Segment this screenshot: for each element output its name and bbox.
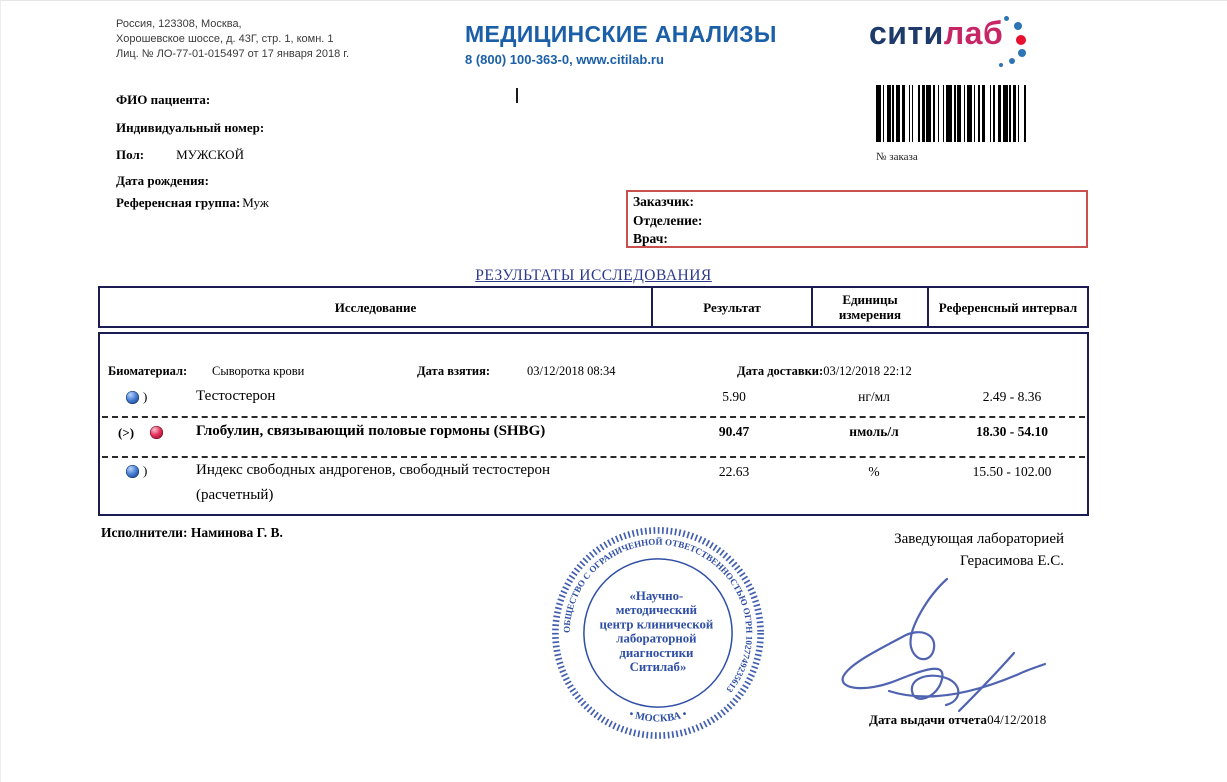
date-delivered-label: Дата доставки: <box>737 364 824 378</box>
test-ref-interval: 18.30 - 54.10 <box>976 424 1048 439</box>
result-marker: ) <box>143 463 148 478</box>
citilab-logo <box>869 15 1003 52</box>
address-line: Россия, 123308, Москва, <box>116 18 242 30</box>
test-units: нг/мл <box>858 389 890 404</box>
test-ref-interval: 2.49 - 8.36 <box>982 389 1042 404</box>
svg-text:• МОСКВА • <box>628 709 689 725</box>
normal-result-ball-icon <box>126 465 139 478</box>
order-number-label: № заказа <box>876 151 918 163</box>
test-units: % <box>868 464 880 479</box>
results-table-body <box>98 332 1089 516</box>
test-result: 90.47 <box>718 424 750 439</box>
test-name: Тестостерон <box>196 388 276 404</box>
column-header-result: Результат <box>653 288 813 326</box>
sex-label: Пол: <box>116 147 145 162</box>
logo-text-accent: лаб <box>943 15 1004 51</box>
report-header-title: МЕДИЦИНСКИЕ АНАЛИЗЫ <box>465 21 777 47</box>
test-name-line2: (расчетный) <box>196 487 274 503</box>
executors-line: Исполнители: Наминова Г. В. <box>101 525 283 540</box>
birth-date-label: Дата рождения: <box>116 173 209 188</box>
issue-date-value: 04/12/2018 <box>987 712 1047 727</box>
abnormal-result-ball-icon <box>150 426 163 439</box>
lab-head-block <box>801 528 1064 572</box>
stamp-bottom-text: • МОСКВА • <box>627 708 689 725</box>
column-header-ref-interval: Референсный интервал <box>938 299 1078 315</box>
logo-dot-icon <box>999 63 1003 67</box>
high-result-marker: (>) <box>118 425 135 440</box>
test-units: нмоль/л <box>849 424 899 439</box>
lab-stamp <box>544 519 772 747</box>
test-name: Глобулин, связывающий половые гормоны (SHBG) <box>196 423 546 439</box>
date-delivered-value: 03/12/2018 22:12 <box>823 364 912 378</box>
issue-date-label: Дата выдачи отчета <box>869 712 988 727</box>
customer-label: Заказчик: <box>633 194 695 209</box>
logo-dot-icon <box>1018 49 1026 57</box>
logo-dot-icon <box>1009 58 1015 64</box>
test-result: 22.63 <box>718 464 750 479</box>
dashed-separator <box>102 416 1085 418</box>
date-delivered-row <box>737 364 912 379</box>
text-cursor-mark <box>516 88 518 103</box>
result-marker: ) <box>143 389 148 404</box>
column-header-study: Исследование <box>100 288 653 326</box>
results-table-header <box>98 286 1089 328</box>
date-taken-value: 03/12/2018 08:34 <box>527 364 616 378</box>
dashed-separator <box>102 456 1085 458</box>
order-barcode <box>876 85 1026 142</box>
column-header-units: Единицы измерения <box>813 288 929 326</box>
patient-fio-row <box>116 92 210 108</box>
doctor-label: Врач: <box>633 231 668 246</box>
address-line: Хорошевское шоссе, д. 43Г, стр. 1, комн. 1 <box>116 33 334 45</box>
signature-scribble <box>829 573 1064 715</box>
fio-label: ФИО пациента: <box>116 92 211 107</box>
phone-and-site: 8 (800) 100-363-0, www.citilab.ru <box>465 52 664 67</box>
lab-head-title: Заведующая лабораторией <box>894 531 1064 547</box>
stamp-center-text: «Научно- методический центр клинической лабораторной диагностики Ситилаб» <box>599 588 714 674</box>
stamp-ring-text: ОБЩЕСТВО С ОГРАНИЧЕННОЙ ОТВЕТСТВЕННОСТЬЮ ОГРН 1027749235613 <box>561 536 755 695</box>
lab-address <box>116 17 349 62</box>
logo-dot-icon <box>1016 35 1026 45</box>
patient-sex-row <box>116 147 244 163</box>
lab-head-name: Герасимова Е.С. <box>960 553 1064 569</box>
date-taken-label: Дата взятия: <box>417 364 490 378</box>
logo-dot-icon <box>1014 22 1022 30</box>
header-center <box>465 21 777 67</box>
department-label: Отделение: <box>633 212 703 228</box>
sex-value: МУЖСКОЙ <box>176 147 244 162</box>
individual-number-label: Индивидуальный номер: <box>116 120 265 135</box>
patient-birth-row <box>116 173 209 189</box>
issue-date-row <box>869 712 1046 728</box>
test-name: Индекс свободных андрогенов, свободный тестостерон <box>196 462 551 478</box>
address-line: Лиц. № ЛО-77-01-015497 от 17 января 2018 г. <box>116 48 350 60</box>
biomaterial-value: Сыворотка крови <box>212 364 305 378</box>
test-result: 5.90 <box>722 389 746 404</box>
test-ref-interval: 15.50 - 102.00 <box>972 464 1052 479</box>
biomaterial-label: Биоматериал: <box>108 364 188 378</box>
patient-id-row <box>116 120 264 136</box>
logo-text-primary: сити <box>869 15 944 51</box>
results-section-title: РЕЗУЛЬТАТЫ ИССЛЕДОВАНИЯ <box>475 267 712 284</box>
ref-group-label: Референсная группа: <box>116 195 241 210</box>
ref-group-value: Муж <box>242 195 269 210</box>
customer-box <box>626 190 1088 248</box>
logo-dot-icon <box>1004 16 1009 21</box>
patient-refgroup-row <box>116 195 269 211</box>
normal-result-ball-icon <box>126 391 139 404</box>
